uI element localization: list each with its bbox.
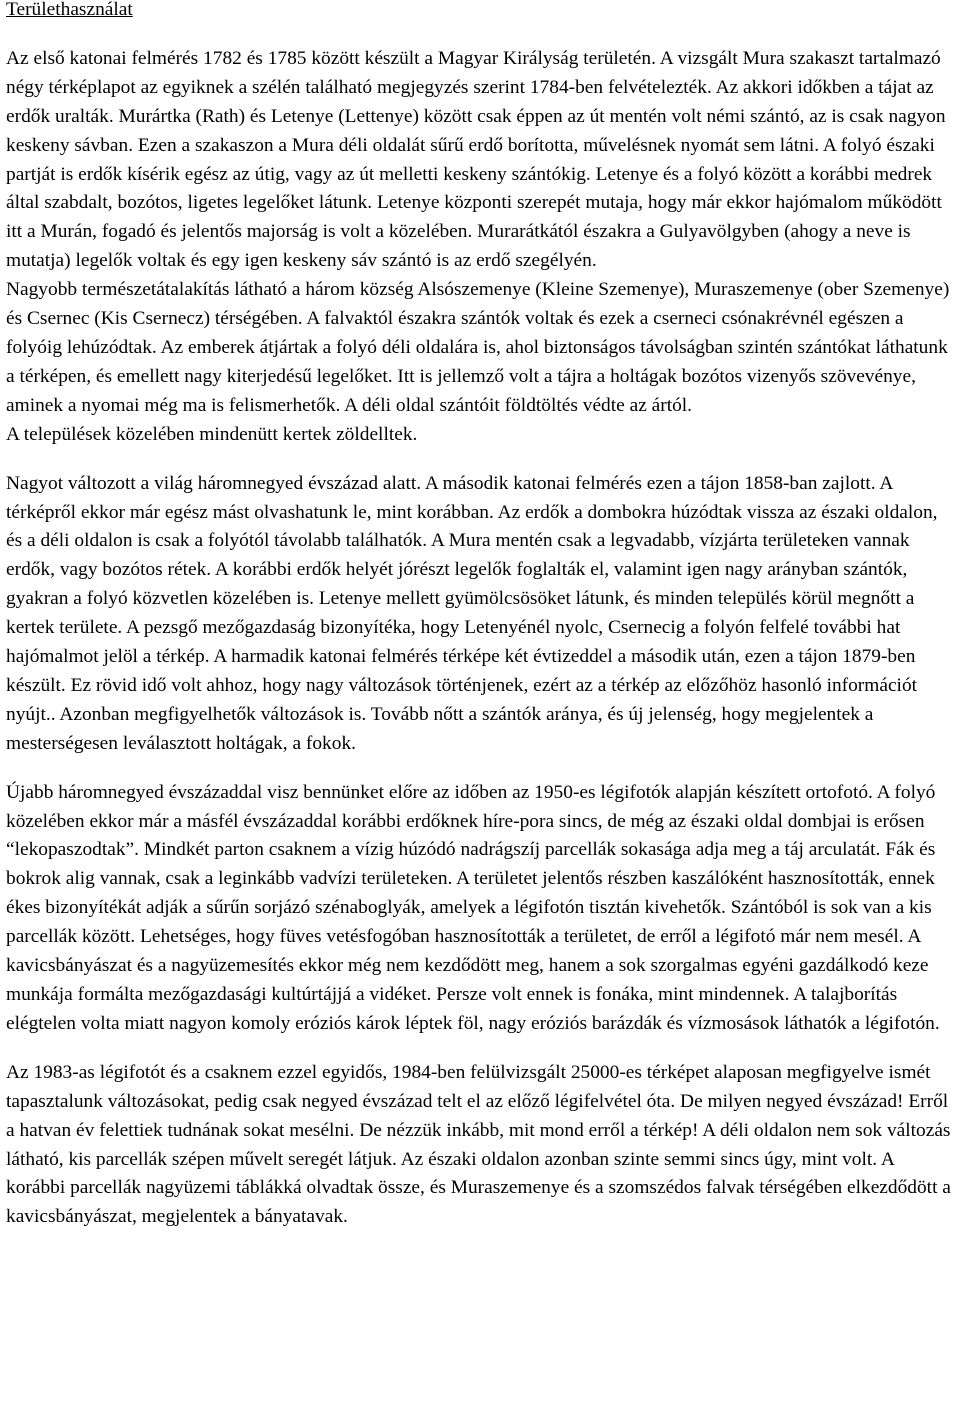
spacer [6, 1039, 956, 1059]
paragraph-first-survey: Az első katonai felmérés 1782 és 1785 között készült a Magyar Királyság területén. A vizsgált Mura szakaszt tartalmazó négy térképlapot az egyiknek a szélén található megjegyzés szerint 1784-ben felvételezték. Az akkori időkben a tájat az erdők uralták. Murártka (Rath) és Letenye (Lettenye) között csak éppen az út mentén volt némi szántó, az is csak nagyon keskeny sávban. Ezen a szakaszon a Mura déli oldalát sűrű erdő borította, művelésnek nyomát sem látni. A folyó északi partját is erdők kísérik egész az útig, vagy az út melletti keskeny szántókig. Letenye és a folyó között a korábbi medrek által szabdalt, bozótos, ligetes legelőket látunk. Letenye központi szerepét mutaja, hogy már ekkor hajómalom működött itt a Murán, fogadó és jelentős majorság is volt a közelében. Murarátkától északra a Gulyavölgyben (ahogy a neve is mutatja) legelők voltak és egy igen keskeny sáv szántó is az erdő szegélyén. [6, 47, 946, 272]
paragraph-second-third-survey: Nagyot változott a világ háromnegyed évszázad alatt. A második katonai felmérés ezen a tájon 1858-ban zajlott. A térképről ekkor már egész mást olvashatunk le, mint korábban. Az erdők a dombokra húzódtak vissza az északi oldalon, és a déli oldalon is csak a folyótól távolabb találhatók. A Mura mentén csak a legvadabb, vízjárta területeken vannak erdők, vagy bozótos rétek. A korábbi erdők helyét jórészt legelők foglalták el, valamint igen nagy arányban szántók, gyakran a folyó közvetlen közelében is. Letenye mellett gyümölcsösöket látunk, és minden település körül megnőtt a kertek területe. A pezsgő mezőgazdaság bizonyítéka, hogy Letenyénél nyolc, Csernecig a folyón felfelé további hat hajómalmot jelöl a térkép. A harmadik katonai felmérés térképe két évtizeddel a második után, ezen a tájon 1879-ben készült. Ez rövid idő volt ahhoz, hogy nagy változások történjenek, ezért az a térkép az előzőhöz hasonló információt nyújt.. Azonban megfigyelhetők változások is. Tovább nőtt a szántók aránya, és új jelenség, hogy megjelentek a mesterségesen leválasztott holtágak, a fokok. [6, 472, 938, 754]
spacer [6, 25, 956, 45]
paragraph-1950-orthophoto: Újabb háromnegyed évszázaddal visz bennünket előre az időben az 1950-es légifotók alapján készített ortofotó. A folyó közelében ekkor már a másfél évszázaddal korábbi erdőknek híre-pora sincs, de még az északi oldal dombjai is erősen “lekopaszodtak”. Mindkét parton csaknem a vízig húzódó nadrágszíj parcellák sokasága adja meg a táj arculatát. Fák és bokrok alig vannak, csak a leginkább vadvízi területeken. A területet jelentős részben kaszálóként hasznosították, ennek ékes bizonyítékát adják a sűrűn sorjázó szénaboglyák, amelyek a légifotón tisztán kivehetők. Szántóból is sok van a kis parcellák között. Lehetséges, hogy füves vetésfogóban hasznosították a területet, de erről a légifotó már nem mesél. A kavicsbányászat és a nagyüzemesítés ekkor még nem kezdődött meg, hanem a sok szorgalmas egyéni gazdálkodó keze munkája formálta mezőgazdasági kultúrtájjá a vidéket. Persze volt ennek is fonáka, mint mindennek. A talajborítás elégtelen volta miatt nagyon komoly eróziós károk léptek föl, nagy eróziós barázdák és vízmosások láthatók a légifotón. [6, 781, 940, 1034]
paragraph-three-villages: Nagyobb természetátalakítás látható a három község Alsószemenye (Kleine Szemenye), Muraszemenye (ober Szemenye) és Csernec (Kis Csernecz) térségében. A falvaktól északra szántók voltak és ezek a cserneci csónakrévnél egészen a folyóig lehúzódtak. Az emberek átjártak a folyó déli oldalára is, ahol biztonságos távolságban szintén szántókat láthatunk a térképen, és emellett nagy kiterjedésű legelőket. Itt is jellemző volt a tájra a holtágak bozótos vizenyős szövevénye, aminek a nyomai még ma is felismerhetők. A déli oldal szántóit földtöltés védte az ártól. [6, 279, 950, 416]
paragraph-gardens: A települések közelében mindenütt kertek zöldelltek. [6, 423, 418, 445]
document-page [6, 0, 956, 1232]
spacer [6, 450, 956, 470]
section-heading: Területhasználat [6, 0, 133, 20]
paragraph-1983-aerial: Az 1983-as légifotót és a csaknem ezzel egyidős, 1984-ben felülvizsgált 25000-es térképet alaposan megfigyelve ismét tapasztalunk változásokat, pedig csak negyed évszázad telt el az előző légifelvétel óta. De milyen negyed évszázad! Erről a hatvan év felettiek tudnának sokat mesélni. De nézzük inkább, mit mond erről a térkép! A déli oldalon nem sok változás látható, kis parcellák szépen művelt seregét látjuk. Az északi oldalon azonban szinte semmi sincs úgy, mint volt. A korábbi parcellák nagyüzemi táblákká olvadtak össze, és Muraszemenye és a szomszédos falvak térségében elkezdődött a kavicsbányászat, megjelentek a bányatavak. [6, 1061, 951, 1228]
spacer [6, 759, 956, 779]
